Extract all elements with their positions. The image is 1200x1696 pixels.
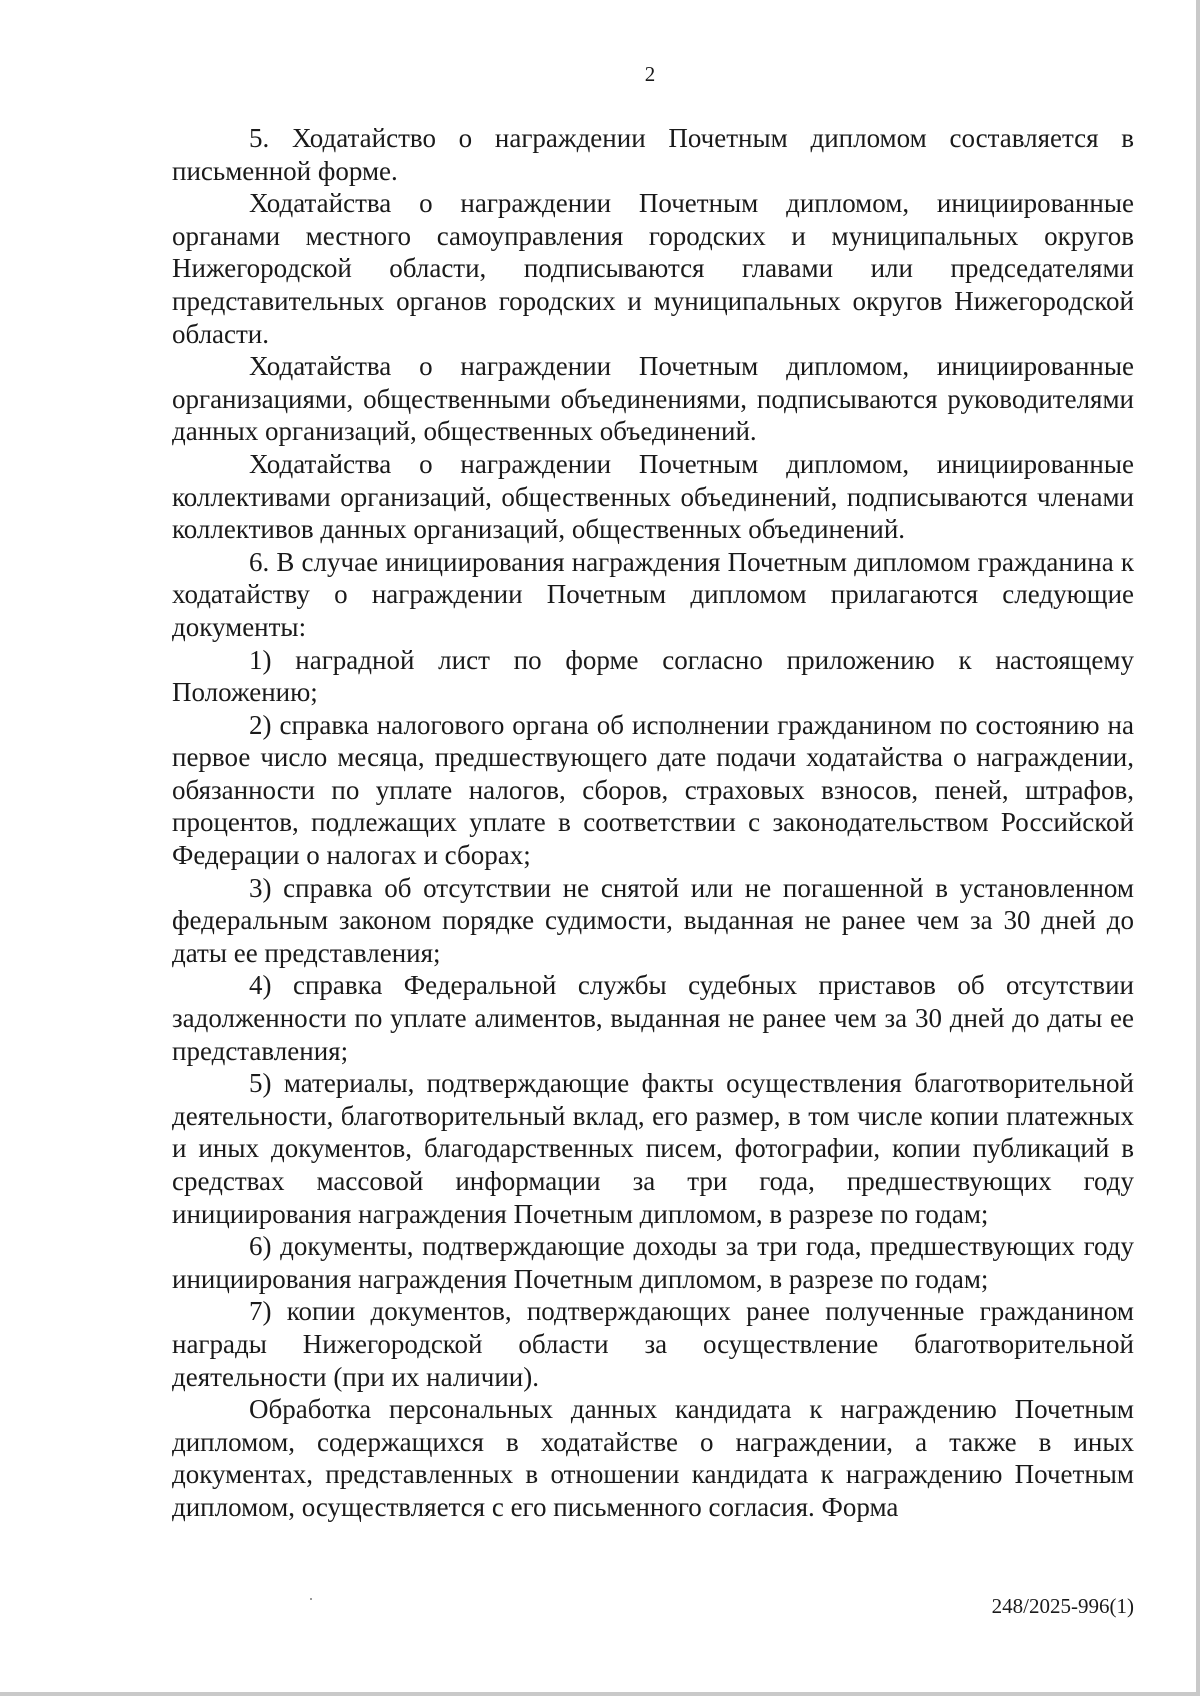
paragraph-item-6: 6. В случае инициирования награждения Почетным дипломом гражданина к ходатайству о награждении Почетным дипломом прилагаются следующие документы:: [172, 546, 1134, 642]
paragraph-petition-organizations: Ходатайства о награждении Почетным дипломом, инициированные организациями, общественными объединениями, подписываются руководителями данных организаций, общественных объединений.: [172, 351, 1134, 447]
list-item-4: 4) справка Федеральной службы судебных приставов об отсутствии задолженности по уплате алиментов, выданная не ранее чем за 30 дней до даты ее представления;: [172, 970, 1134, 1066]
scan-speck: [310, 1598, 312, 1600]
paragraph-petition-collectives: Ходатайства о награждении Почетным дипломом, инициированные коллективами организаций, общественных объединений, подписываются членами коллективов данных организаций, общественных объединений.: [172, 448, 1134, 545]
list-item-6: 6) документы, подтверждающие доходы за три года, предшествующих году инициирования награждения Почетным дипломом, в разрезе по годам;: [172, 1231, 1134, 1294]
paragraph-petition-local-government: Ходатайства о награждении Почетным дипломом, инициированные органами местного самоуправления городских и муниципальных округов Нижегородской области, подписываются главами или председателями представительных органов городских и муниципальных округов Нижегородской области.: [172, 188, 1134, 349]
scan-border-right: [1196, 0, 1200, 1696]
list-item-3: 3) справка об отсутствии не снятой или не погашенной в установленном федеральным законом порядке судимости, выданная не ранее чем за 30 дней до даты ее представления;: [172, 872, 1134, 968]
list-item-1: 1) наградной лист по форме согласно приложению к настоящему Положению;: [172, 644, 1134, 708]
paragraph-personal-data: Обработка персональных данных кандидата к награждению Почетным дипломом, содержащихся в ходатайстве о награждении, а также в иных документах, представленных в отношении кандидата к награждению Почетным дипломом, осуществляется с его письменного согласия. Форма: [172, 1394, 1134, 1522]
document-registration-code: 248/2025-996(1): [991, 1594, 1134, 1618]
paragraph-item-5: 5. Ходатайство о награждении Почетным дипломом составляется в письменной форме.: [172, 123, 1134, 186]
list-item-2: 2) справка налогового органа об исполнении гражданином по состоянию на первое число месяца, предшествующего дате подачи ходатайства о награждении, обязанности по уплате налогов, сборов, страховых взносов, пеней, штрафов, процентов, подлежащих уплате в соответствии с законодательством Российской Федерации о налогах и сборах;: [172, 709, 1134, 871]
list-item-7: 7) копии документов, подтверждающих ранее полученные гражданином награды Нижегородской области за осуществление благотворительной деятельности (при их наличии).: [172, 1296, 1134, 1392]
page-number: 2: [644, 62, 656, 86]
scan-border-bottom: [0, 1692, 1200, 1696]
list-item-5: 5) материалы, подтверждающие факты осуществления благотворительной деятельности, благотворительный вклад, его размер, в том числе копии платежных и иных документов, благодарственных писем, фотографии, копии публикаций в средствах массовой информации за три года, предшествующих году инициирования награждения Почетным дипломом, в разрезе по годам;: [172, 1068, 1134, 1229]
document-body: [172, 122, 1134, 1524]
